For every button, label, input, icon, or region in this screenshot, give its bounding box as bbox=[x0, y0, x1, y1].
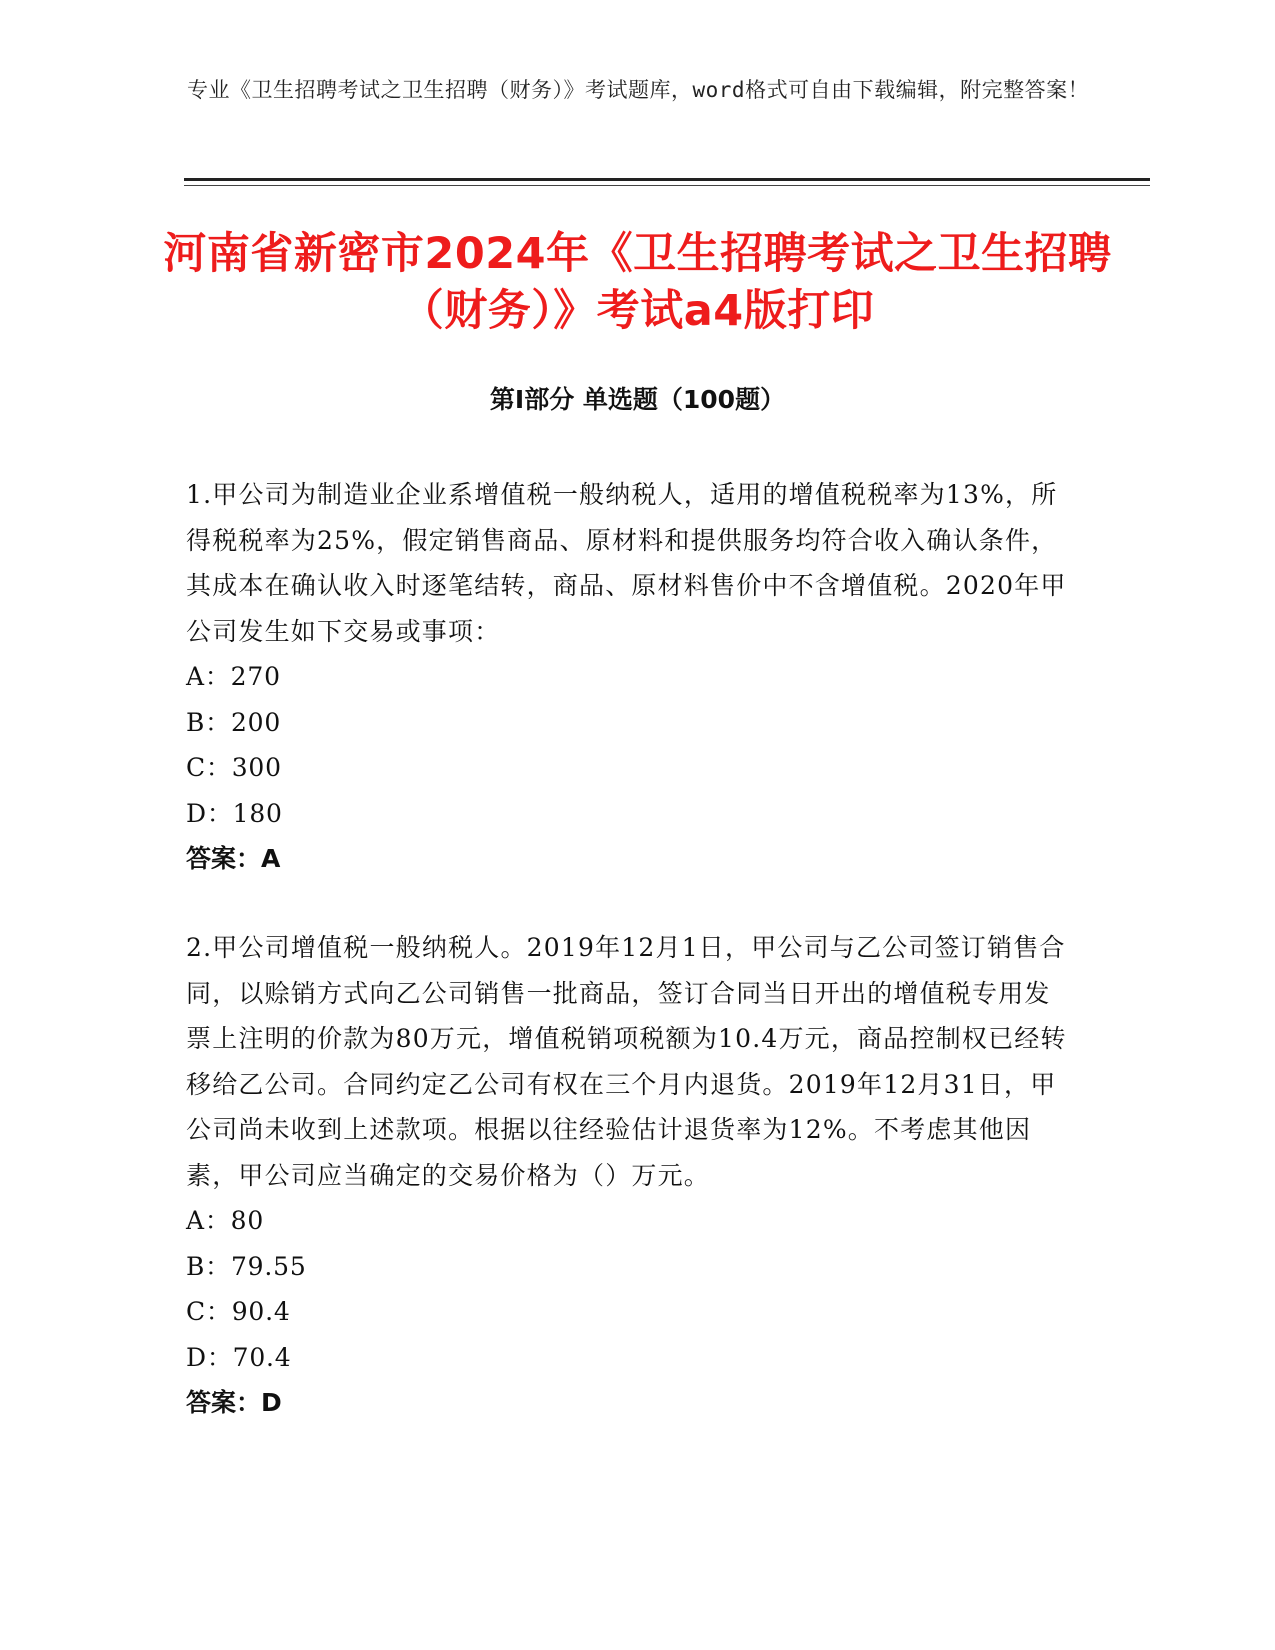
answer-label: 答案：D bbox=[186, 1388, 282, 1417]
option-a: A：270 bbox=[186, 662, 281, 691]
document-title: 河南省新密市2024年《卫生招聘考试之卫生招聘（财务）》考试a4版打印 bbox=[163, 229, 1112, 336]
question-2 bbox=[186, 925, 1076, 1426]
option-c: C：90.4 bbox=[186, 1297, 291, 1326]
header-divider-thick bbox=[184, 178, 1150, 181]
section-title: 第Ⅰ部分 单选题（100题） bbox=[489, 385, 786, 414]
question-stem: 2.甲公司增值税一般纳税人。2019年12月1日，甲公司与乙公司签订销售合同，以赊销方式向乙公司销售一批商品，签订合同当日开出的增值税专用发票上注明的价款为80万元，增值税销项税额为10.4万元，商品控制权已经转移给乙公司。合同约定乙公司有权在三个月内退货。2019年12月31日，甲公司尚未收到上述款项。根据以往经验估计退货率为12%。不考虑其他因素，甲公司应当确定的交易价格为（）万元。 bbox=[186, 933, 1067, 1190]
option-b: B：79.55 bbox=[186, 1251, 307, 1281]
header-divider-thin bbox=[184, 185, 1150, 186]
option-a: A：80 bbox=[186, 1206, 265, 1235]
answer-label: 答案：A bbox=[186, 844, 281, 873]
option-c: C：300 bbox=[186, 753, 282, 782]
question-stem: 1.甲公司为制造业企业系增值税一般纳税人，适用的增值税税率为13%，所得税税率为25%，假定销售商品、原材料和提供服务均符合收入确认条件，其成本在确认收入时逐笔结转，商品、原材料售价中不含增值税。2020年甲公司发生如下交易或事项： bbox=[186, 480, 1067, 646]
question-1 bbox=[186, 472, 1076, 882]
option-d: D：70.4 bbox=[186, 1342, 292, 1372]
option-b: B：200 bbox=[186, 707, 282, 737]
header-note: 专业《卫生招聘考试之卫生招聘（财务）》考试题库，word格式可自由下载编辑，附完整答案！ bbox=[187, 78, 1090, 102]
option-d: D：180 bbox=[186, 798, 283, 828]
